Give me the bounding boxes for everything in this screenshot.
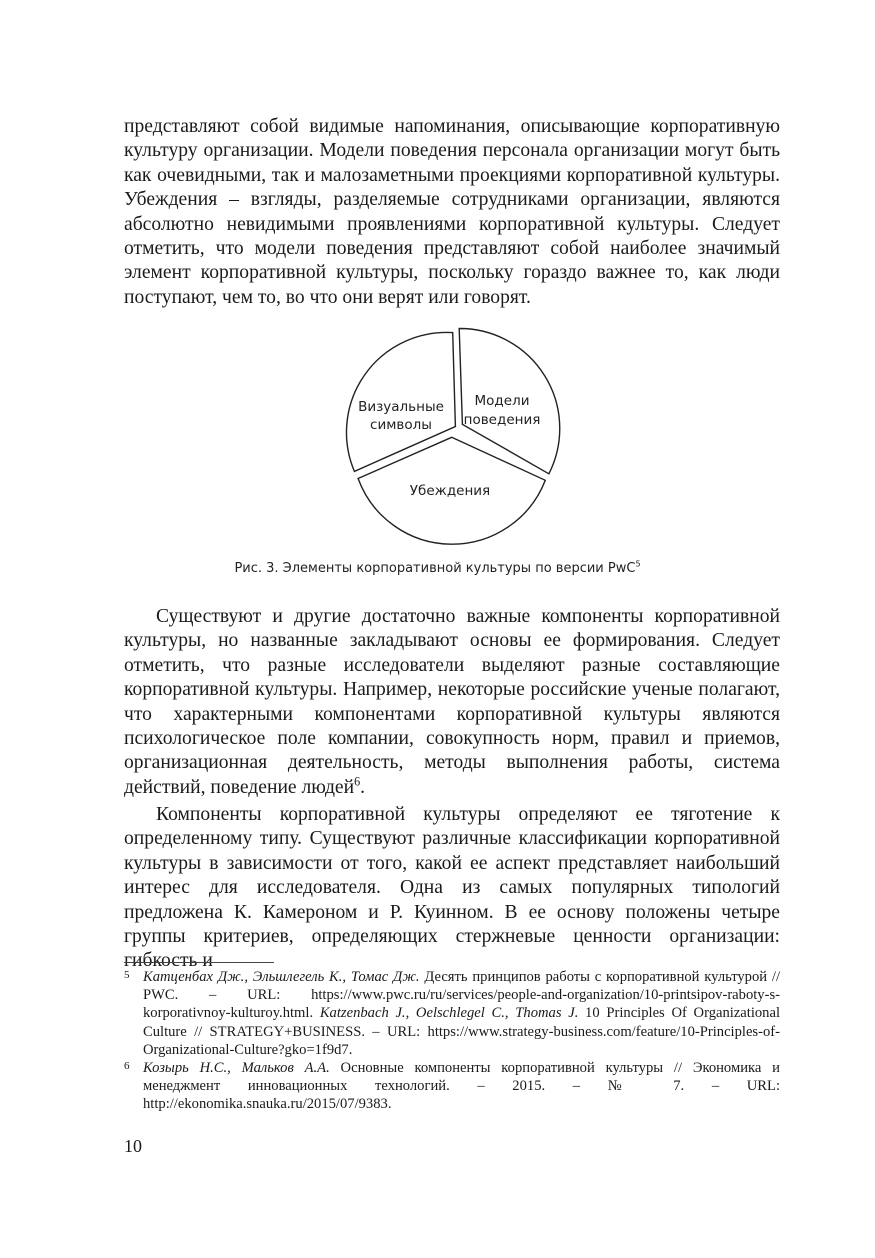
- footnotes: [124, 968, 780, 1114]
- label-visual-line2: символы: [370, 417, 432, 433]
- caption-footnote-ref: 5: [635, 559, 641, 569]
- label-models-line1: Модели: [474, 393, 530, 409]
- paragraph-2-end: .: [360, 776, 366, 798]
- footnote-ref-6: 6: [354, 774, 361, 789]
- footnote-divider: [124, 962, 274, 963]
- caption-text: Рис. 3. Элементы корпоративной культуры по версии PwC: [234, 561, 636, 576]
- footnote-number: 5: [124, 969, 130, 981]
- footnote-6: [124, 1059, 780, 1114]
- footnote-text: Десять принципов работы с корпоративной культурой // PWC. – URL: https://www.pwc.ru/ru/services/people-and-organization/10-printsipov-raboty-s-korporativnoy-kulturoy.html.: [143, 969, 780, 1022]
- page-number: 10: [124, 1136, 142, 1156]
- paragraph-3: Компоненты корпоративной культуры определяют ее тяготение к определенному типу. Существуют различные классификации корпоративной культуры в зависимости от того, какой ее аспект представляет наибольший интерес для исследователя. Одна из самых популярных типологий предложена К. Камероном и Р. Куинном. В ее основу положены четыре группы критериев, определяющих стержневые ценности организации: гибкость и: [124, 804, 780, 972]
- label-beliefs: Убеждения: [409, 483, 491, 499]
- label-models-line2: поведения: [463, 412, 541, 428]
- paragraph-2-text: Существуют и другие достаточно важные компоненты корпоративной культуры, но названные закладывают основы ее формирования. Следует отметить, что разные исследователи выделяют разные составляющие корпоративной культуры. Например, некоторые российские ученые полагают, что характерными компонентами корпоративной культуры являются психологическое поле компании, совокупность норм, правил и приемов, организационная деятельность, методы выполнения работы, система действий, поведение людей: [124, 606, 780, 798]
- paragraph-1: представляют собой видимые напоминания, описывающие корпоративную культуру организации. Модели поведения персонала организации могут быть как очевидными, так и малозаметными проекциями корпоративной культуры. Убеждения – взгляды, разделяемые сотрудниками организации, являются абсолютно невидимыми проявлениями корпоративной культуры. Следует отметить, что модели поведения представляют собой наиболее значимый элемент корпоративной культуры, поскольку гораздо важнее то, как люди поступают, чем то, во что они верят или говорят.: [124, 116, 780, 308]
- pie-diagram: [330, 318, 570, 553]
- footnote-authors-en: Katzenbach J., Oelschlegel C., Thomas J.: [319, 1005, 579, 1022]
- footnote-5: [124, 968, 780, 1059]
- footnote-number: 6: [124, 1060, 130, 1073]
- footnote-authors: Козырь Н.С., Мальков А.А.: [143, 1060, 330, 1077]
- footnote-authors: Катценбах Дж., Эльшлегель К., Томас Дж.: [143, 969, 420, 985]
- corporate-culture-diagram: [330, 318, 570, 553]
- footnote-text: Основные компоненты корпоративной культуры // Экономика и менеджмент инновационных технологий. – 2015. – № 7. – URL: http://ekonomika.snauka.ru/2015/07/9383.: [143, 1060, 780, 1113]
- paragraph-2: [124, 605, 780, 800]
- label-visual-line1: Визуальные: [358, 399, 444, 415]
- figure-caption: [0, 561, 875, 576]
- footnote-text-en: 10 Principles Of Organizational Culture // STRATEGY+BUSINESS. – URL: https://www.strategy-business.com/feature/10-Principles-of-Organizational-Culture?gko=1f9d7.: [143, 1005, 781, 1058]
